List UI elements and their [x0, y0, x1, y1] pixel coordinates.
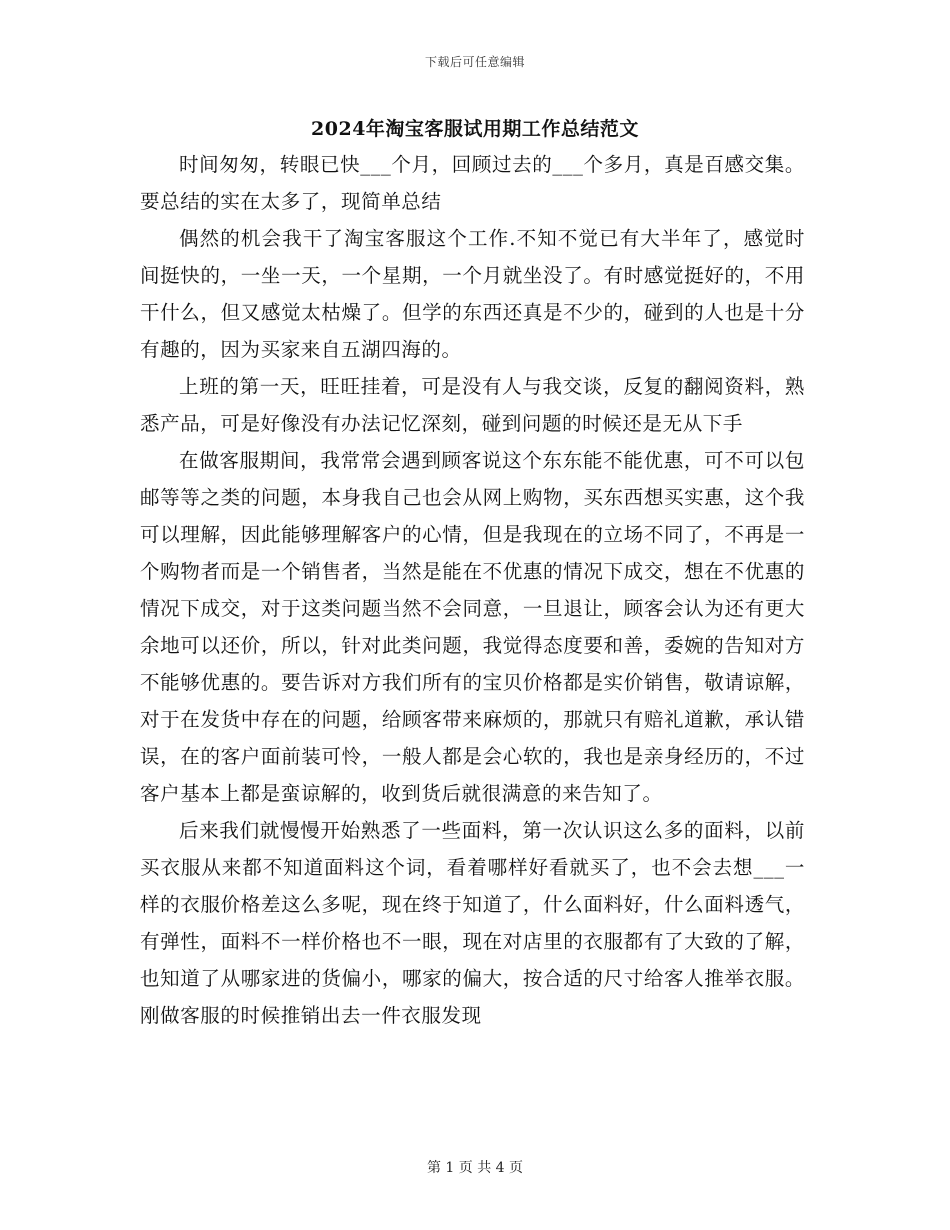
document-body	[140, 146, 805, 1034]
page-indicator: 第 1 页 共 4 页	[426, 1160, 524, 1176]
paragraph-4: 在做客服期间，我常常会遇到顾客说这个东东能不能优惠，可不可以包邮等等之类的问题，本身我自己也会从网上购物，买东西想买实惠，这个我可以理解，因此能够理解客户的心情，但是我现在的立场不同了，不再是一个购物者而是一个销售者，当然是能在不优惠的情况下成交，想在不优惠的情况下成交，对于这类问题当然不会同意，一旦退让，顾客会认为还有更大余地可以还价，所以，针对此类问题，我觉得态度要和善，委婉的告知对方不能够优惠的。要告诉对方我们所有的宝贝价格都是实价销售，敬请谅解，对于在发货中存在的问题，给顾客带来麻烦的，那就只有赔礼道歉，承认错误，在的客户面前装可怜，一般人都是会心软的，我也是亲身经历的，不过客户基本上都是蛮谅解的，收到货后就很满意的来告知了。	[140, 449, 805, 805]
header-note: 下载后可任意编辑	[424, 55, 525, 69]
paragraph-2: 偶然的机会我干了淘宝客服这个工作.不知不觉已有大半年了，感觉时间挺快的，一坐一天，一个星期，一个月就坐没了。有时感觉挺好的，不用干什么，但又感觉太枯燥了。但学的东西还真是不少的，碰到的人也是十分有趣的，因为买家来自五湖四海的。	[140, 227, 805, 361]
paragraph-5: 后来我们就慢慢开始熟悉了一些面料，第一次认识这么多的面料，以前买衣服从来都不知道面料这个词，看着哪样好看就买了，也不会去想___一样的衣服价格差这么多呢，现在终于知道了，什么面料好，什么面料透气，有弹性，面料不一样价格也不一眼，现在对店里的衣服都有了大致的了解，也知道了从哪家进的货偏小，哪家的偏大，按合适的尺寸给客人推举衣服。刚做客服的时候推销出去一件衣服发现	[140, 819, 805, 1027]
document-title: 2024年淘宝客服试用期工作总结范文	[311, 118, 639, 140]
paragraph-3: 上班的第一天，旺旺挂着，可是没有人与我交谈，反复的翻阅资料，熟悉产品，可是好像没有办法记忆深刻，碰到问题的时候还是无从下手	[140, 375, 805, 435]
paragraph-1: 时间匆匆，转眼已快___个月，回顾过去的___个多月，真是百感交集。要总结的实在太多了，现简单总结	[140, 153, 805, 213]
